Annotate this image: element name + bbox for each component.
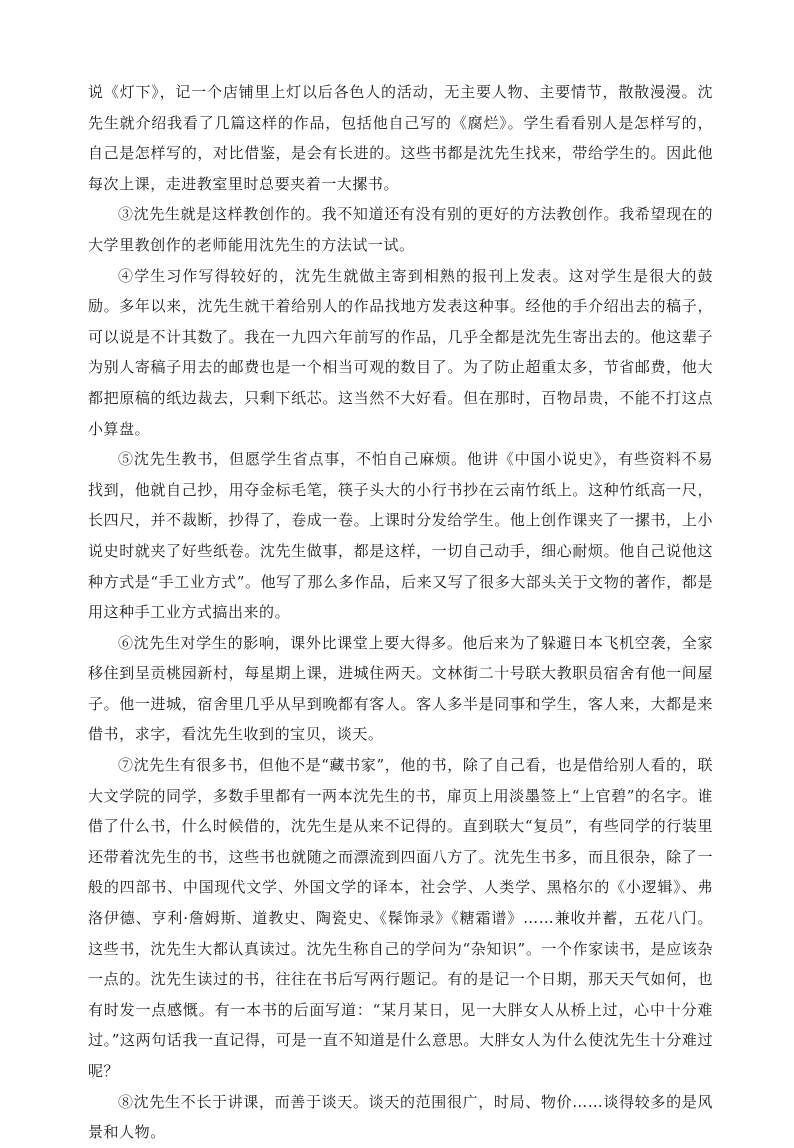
paragraph-4: ④学生习作写得较好的，沈先生就做主寄到相熟的报刊上发表。这对学生是很大的鼓励。多年以来，沈先生就干着给别人的作品找地方发表这种事。经他的手介绍出去的稿子，可以说是不计其数了。我在一九四六年前写的作品，几乎全都是沈先生寄出去的。他这辈子为别人寄稿子用去的邮费也是一个相当可观的数目了。为了防止超重太多，节省邮费，他大都把原稿的纸边裁去，只剩下纸芯。这当然不大好看。但在那时，百物昂贵，不能不打这点小算盘。 [88, 266, 713, 438]
paragraph-continued: 说《灯下》，记一个店铺里上灯以后各色人的活动，无主要人物、主要情节，散散漫漫。沈先生就介绍我看了几篇这样的作品，包括他自己写的《腐烂》。学生看看别人是怎样写的，自己是怎样写的，对比借鉴，是会有长进的。这些书都是沈先生找来，带给学生的。因此他每次上课，走进教室里时总要夹着一大摞书。 [88, 83, 713, 193]
paragraph-8: ⑧沈先生不长于讲课，而善于谈天。谈天的范围很广，时局、物价……谈得较多的是风景和人物。 [88, 1092, 713, 1142]
paragraph-7: ⑦沈先生有很多书，但他不是“藏书家”，他的书，除了自己看，也是借给别人看的，联大文学院的同学，多数手里都有一两本沈先生的书，扉页上用淡墨签上“上官碧”的名字。谁借了什么书，什么时候借的，沈先生是从来不记得的。直到联大“复员”，有些同学的行装里还带着沈先生的书，这些书也就随之而漂流到四面八方了。沈先生书多，而且很杂，除了一般的四部书、中国现代文学、外国文学的译本，社会学、人类学、黑格尔的《小逻辑》、弗洛伊德、亨利·詹姆斯、道教史、陶瓷史、《髹饰录》《糖霜谱》……兼收并蓄，五花八门。这些书，沈先生大都认真读过。沈先生称自己的学问为“杂知识”。一个作家读书，是应该杂一点的。沈先生读过的书，往往在书后写两行题记。有的是记一个日期，那天天气如何，也有时发一点感慨。有一本书的后面写道：“某月某日，见一大胖女人从桥上过，心中十分难过。”这两句话我一直记得，可是一直不知道是什么意思。大胖女人为什么使沈先生十分难过呢？ [88, 756, 713, 1080]
paragraph-6: ⑥沈先生对学生的影响，课外比课堂上要大得多。他后来为了躲避日本飞机空袭，全家移住到呈贡桃园新村，每星期上课，进城住两天。文林街二十号联大教职员宿舍有他一间屋子。他一进城，宿舍里几乎从早到晚都有客人。客人多半是同事和学生，客人来，大都是来借书，求字，看沈先生收到的宝贝，谈天。 [88, 633, 713, 744]
paragraph-3: ③沈先生就是这样教创作的。我不知道还有没有别的更好的方法教创作。我希望现在的大学里教创作的老师能用沈先生的方法试一试。 [88, 205, 713, 254]
article-body [88, 77, 713, 1148]
paragraph-5: ⑤沈先生教书，但愿学生省点事，不怕自己麻烦。他讲《中国小说史》，有些资料不易找到，他就自己抄，用夺金标毛笔，筷子头大的小行书抄在云南竹纸上。这种竹纸高一尺，长四尺，并不裁断，抄得了，卷成一卷。上课时分发给学生。他上创作课夹了一摞书，上小说史时就夹了好些纸卷。沈先生做事，都是这样，一切自己动手，细心耐烦。他自己说他这种方式是“手工业方式”。他写了那么多作品，后来又写了很多大部头关于文物的著作，都是用这种手工业方式搞出来的。 [88, 450, 713, 622]
